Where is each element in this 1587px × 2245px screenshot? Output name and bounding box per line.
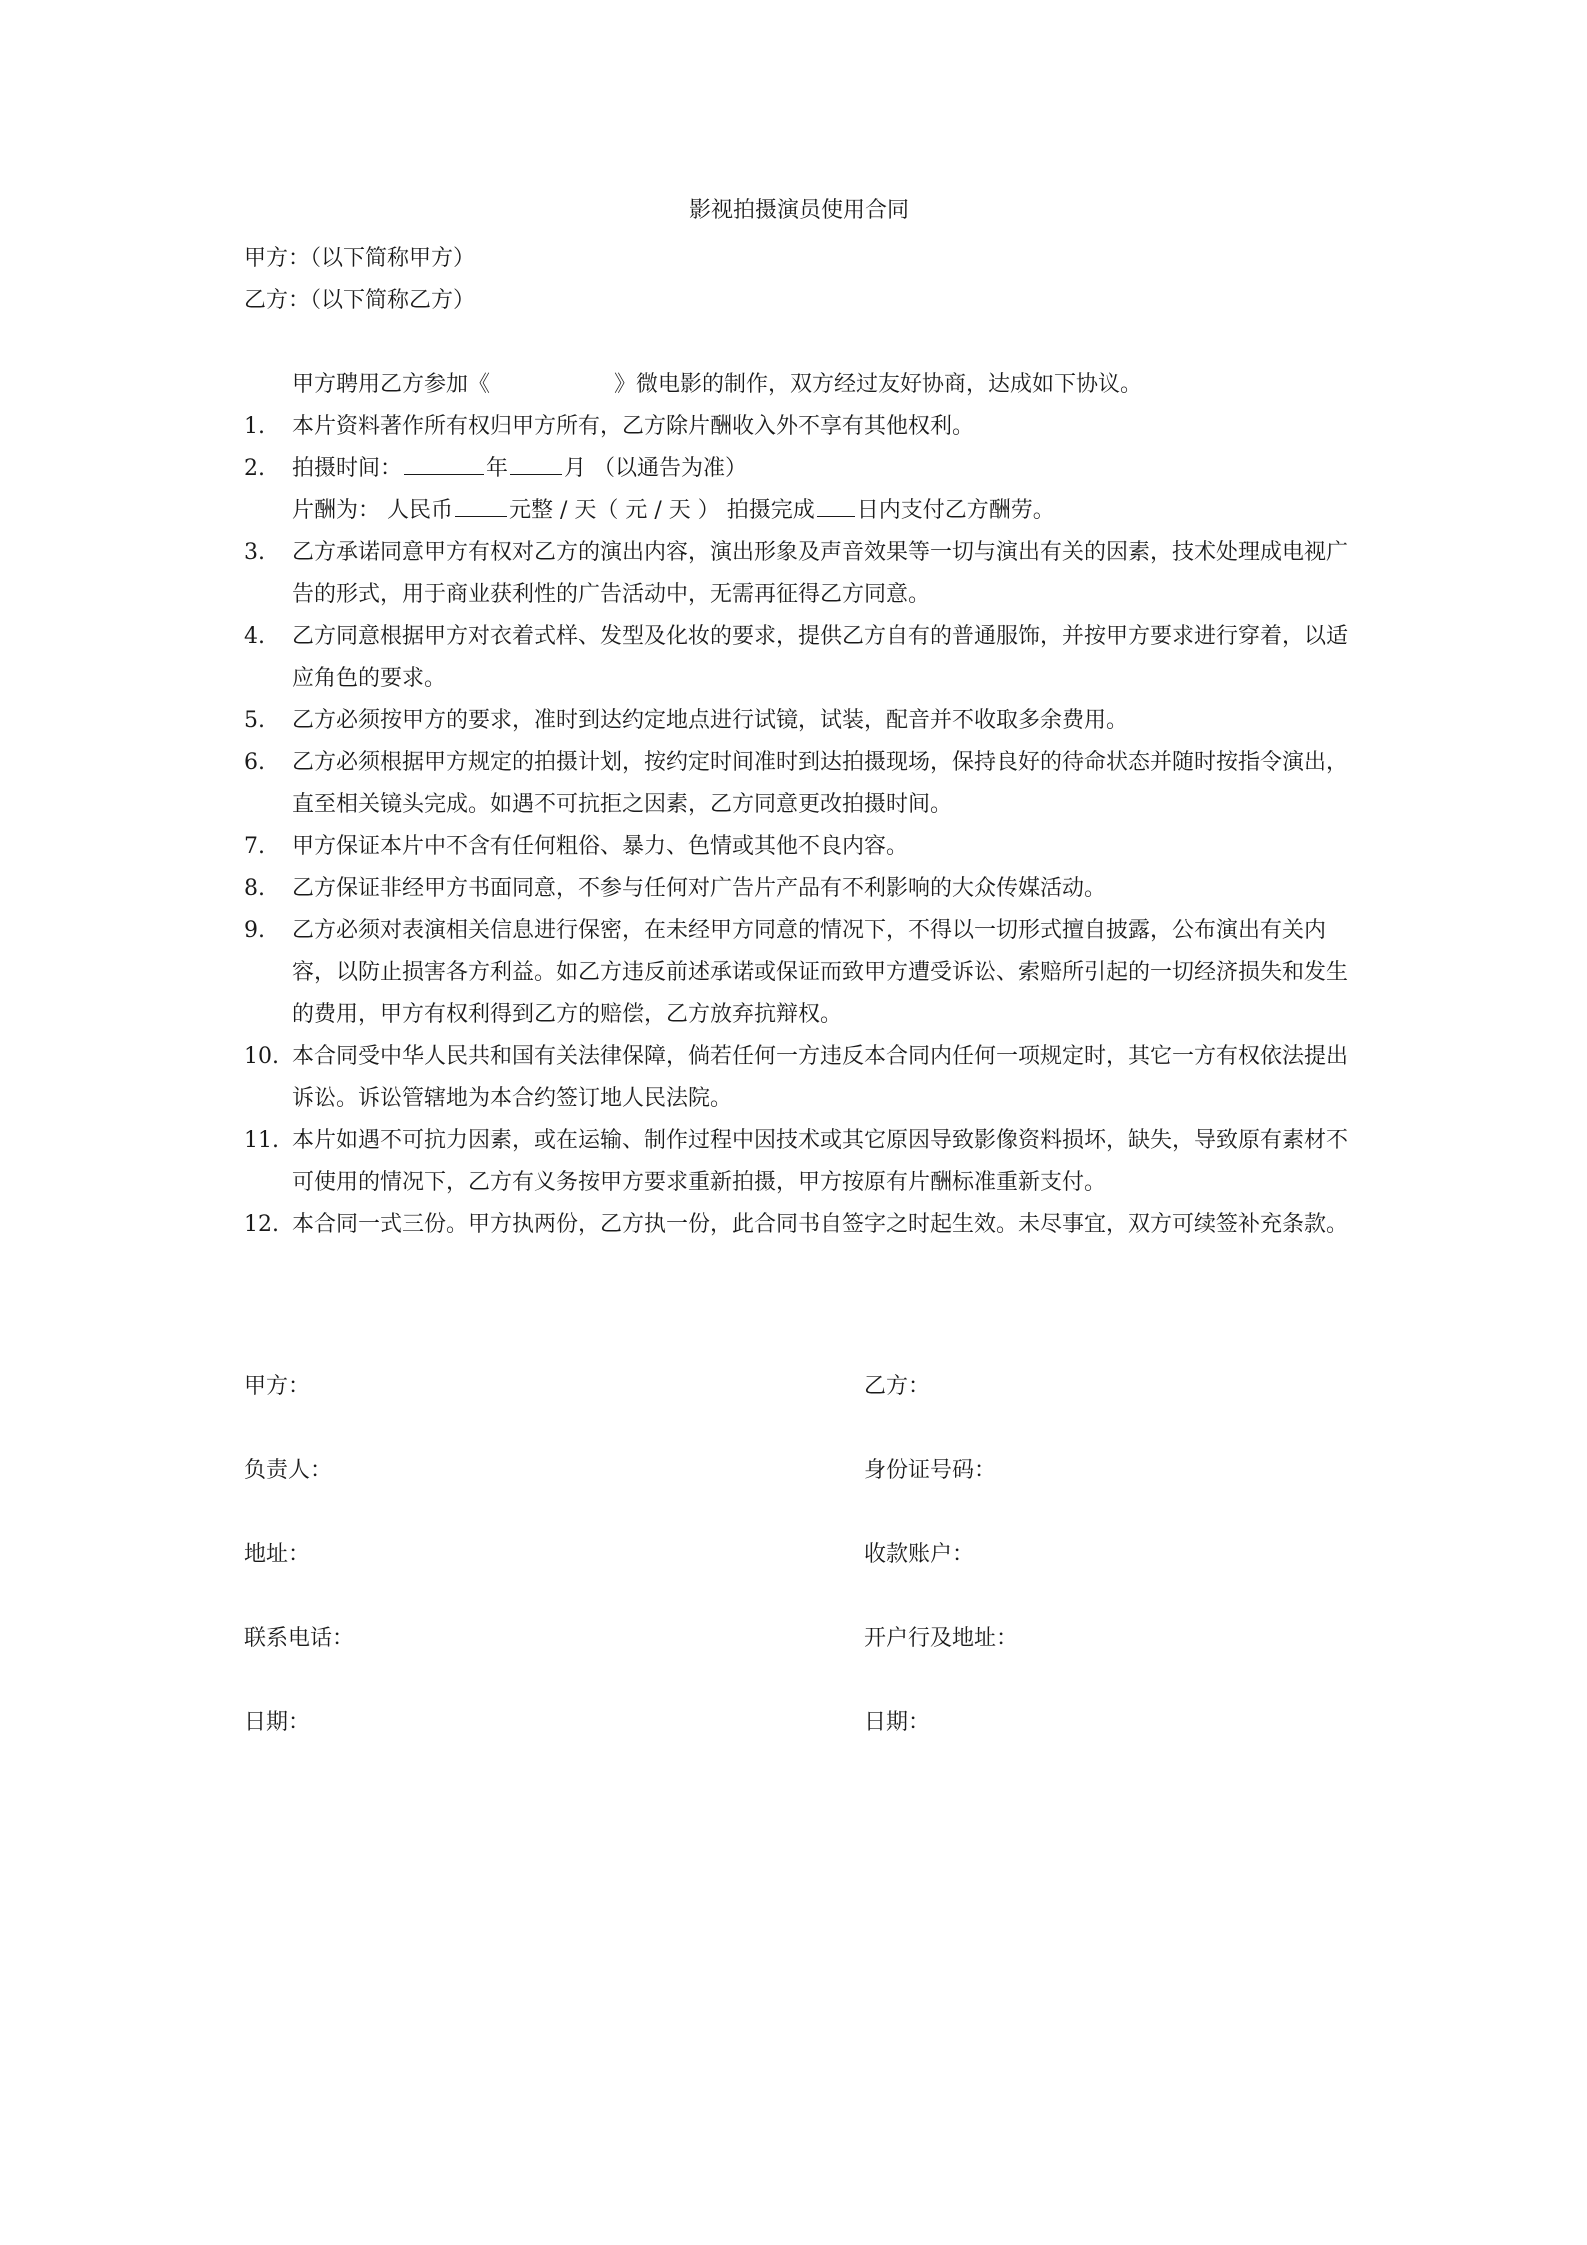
clause-4 <box>244 616 1354 700</box>
fee-text: 日内支付乙方酬劳。 <box>856 498 1055 523</box>
fee-text: 片酬为： 人民币 <box>292 498 453 523</box>
clause-text: 月 （以通告为准） <box>564 456 748 481</box>
month-blank <box>510 450 562 475</box>
signature-row <box>244 1702 1354 1786</box>
clause-number: 6. <box>244 750 265 775</box>
clause-number: 3. <box>244 540 265 565</box>
party-b-signature-label: 乙方： <box>864 1374 931 1399</box>
clause-text: 乙方必须按甲方的要求，准时到达约定地点进行试镜，试装，配音并不收取多余费用。 <box>292 708 1129 733</box>
contract-body <box>244 190 1354 1246</box>
clause-9 <box>244 910 1354 1036</box>
clause-number: 10. <box>244 1044 279 1069</box>
bank-address-label: 开户行及地址： <box>864 1626 1019 1651</box>
signature-row <box>244 1534 1354 1618</box>
payee-account-label: 收款账户： <box>864 1542 975 1567</box>
clause-8 <box>244 868 1354 910</box>
clause-number: 8. <box>244 876 265 901</box>
clause-7 <box>244 826 1354 868</box>
clause-text: 年 <box>486 456 509 481</box>
clause-1 <box>244 406 1354 448</box>
clause-number: 1. <box>244 414 265 439</box>
clause-10 <box>244 1036 1354 1120</box>
address-label: 地址： <box>244 1542 311 1567</box>
party-a-date-label: 日期： <box>244 1710 311 1735</box>
clause-number: 7. <box>244 834 265 859</box>
fee-line <box>244 490 1354 532</box>
clause-text: 乙方必须根据甲方规定的拍摄计划，按约定时间准时到达拍摄现场，保持良好的待命状态并随时按指令演出，直至相关镜头完成。如遇不可抗拒之因素，乙方同意更改拍摄时间。 <box>292 750 1349 817</box>
phone-label: 联系电话： <box>244 1626 355 1651</box>
clause-number: 5. <box>244 708 265 733</box>
clause-2 <box>244 448 1354 490</box>
year-blank <box>404 450 484 475</box>
signature-row <box>244 1366 1354 1450</box>
clause-number: 11. <box>244 1128 279 1153</box>
clause-text: 甲方保证本片中不含有任何粗俗、暴力、色情或其他不良内容。 <box>292 834 909 859</box>
clause-text: 本片如遇不可抗力因素，或在运输、制作过程中因技术或其它原因导致影像资料损坏，缺失，导致原有素材不可使用的情况下，乙方有义务按甲方要求重新拍摄，甲方按原有片酬标准重新支付。 <box>292 1128 1349 1195</box>
clause-number: 12. <box>244 1212 279 1237</box>
spacer <box>244 322 1354 364</box>
clause-12 <box>244 1204 1354 1246</box>
clause-text: 本合同受中华人民共和国有关法律保障，倘若任何一方违反本合同内任何一项规定时，其它一方有权依法提出诉讼。诉讼管辖地为本合约签订地人民法院。 <box>292 1044 1349 1111</box>
intro-paragraph <box>244 364 1354 406</box>
clause-text: 乙方同意根据甲方对衣着式样、发型及化妆的要求，提供乙方自有的普通服饰，并按甲方要求进行穿着，以适应角色的要求。 <box>292 624 1349 691</box>
clause-5 <box>244 700 1354 742</box>
clause-text: 乙方必须对表演相关信息进行保密，在未经甲方同意的情况下，不得以一切形式擅自披露，公布演出有关内容，以防止损害各方利益。如乙方违反前述承诺或保证而致甲方遭受诉讼、索赔所引起的一切经济损失和发生的费用，甲方有权利得到乙方的赔偿，乙方放弃抗辩权。 <box>292 918 1349 1027</box>
clause-6 <box>244 742 1354 826</box>
signature-row <box>244 1450 1354 1534</box>
fee-amount-blank <box>455 492 507 517</box>
clause-number: 2. <box>244 456 265 481</box>
party-a-signature-label: 甲方： <box>244 1374 311 1399</box>
clause-text: 本合同一式三份。甲方执两份，乙方执一份，此合同书自签字之时起生效。未尽事宜，双方可续签补充条款。 <box>292 1212 1349 1237</box>
intro-suffix: 》微电影的制作，双方经过友好协商，达成如下协议。 <box>614 372 1143 397</box>
party-a-line: 甲方：（以下简称甲方） <box>244 246 476 271</box>
responsible-person-label: 负责人： <box>244 1458 333 1483</box>
clause-11 <box>244 1120 1354 1204</box>
days-blank <box>817 492 855 517</box>
party-b-date-label: 日期： <box>864 1710 931 1735</box>
clause-text: 拍摄时间： <box>292 456 403 481</box>
clause-text: 乙方保证非经甲方书面同意，不参与任何对广告片产品有不利影响的大众传媒活动。 <box>292 876 1107 901</box>
signature-block <box>244 1366 1354 1786</box>
clause-3 <box>244 532 1354 616</box>
clause-text: 乙方承诺同意甲方有权对乙方的演出内容，演出形象及声音效果等一切与演出有关的因素，技术处理成电视广告的形式，用于商业获利性的广告活动中，无需再征得乙方同意。 <box>292 540 1349 607</box>
fee-text: 元整 / 天（ 元 / 天 ） 拍摄完成 <box>509 498 815 523</box>
document-title: 影视拍摄演员使用合同 <box>688 198 909 223</box>
intro-prefix: 甲方聘用乙方参加《 <box>292 372 491 397</box>
clause-number: 9. <box>244 918 265 943</box>
id-number-label: 身份证号码： <box>864 1458 997 1483</box>
clause-number: 4. <box>244 624 265 649</box>
clause-text: 本片资料著作所有权归甲方所有，乙方除片酬收入外不享有其他权利。 <box>292 414 975 439</box>
signature-row <box>244 1618 1354 1702</box>
party-b-line: 乙方：（以下简称乙方） <box>244 288 476 313</box>
